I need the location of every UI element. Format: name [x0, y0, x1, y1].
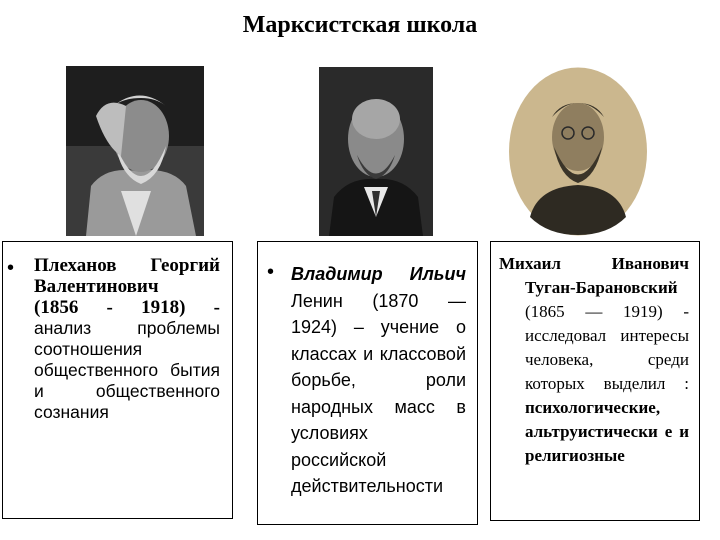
lenin-text [291, 261, 466, 500]
lenin-description: Ленин (1870 — 1924) – учение о классах и классовой борьбе, роли народных масс в условиях российской действительности [291, 290, 466, 496]
tugan-baranovsky-first-line: Михаил Иванович [499, 254, 689, 273]
plekhanov-dates: (1856 - 1918) - [34, 297, 220, 318]
plekhanov-text [34, 255, 220, 423]
bullet-marker: • [7, 257, 15, 279]
tugan-baranovsky-interests: психологические, альтруистически е и религиозные [525, 398, 689, 465]
tugan-baranovsky-card [490, 241, 700, 521]
tugan-baranovsky-surname: Туган-Барановский [525, 278, 678, 297]
tugan-baranovsky-body [499, 276, 689, 468]
portrait-lenin-image [319, 67, 433, 236]
plekhanov-card [2, 241, 233, 519]
bullet-marker: • [267, 261, 275, 283]
lenin-name: Владимир Ильич [291, 264, 466, 284]
tugan-baranovsky-dates: (1865 — 1919) - [525, 302, 689, 321]
portrait-plekhanov-image [66, 66, 204, 236]
plekhanov-name: Плеханов Георгий Валентинович [34, 255, 220, 297]
tugan-baranovsky-text [499, 252, 689, 468]
portrait-tugan-baranovsky-image [508, 67, 648, 236]
lenin-card [257, 241, 478, 525]
slide-title: Марксистская школа [242, 12, 478, 38]
tugan-baranovsky-description: исследовал интересы человека, среди которых выделил : [525, 326, 689, 393]
plekhanov-description: анализ проблемы соотношения общественного бытия и общественного сознания [34, 318, 220, 422]
